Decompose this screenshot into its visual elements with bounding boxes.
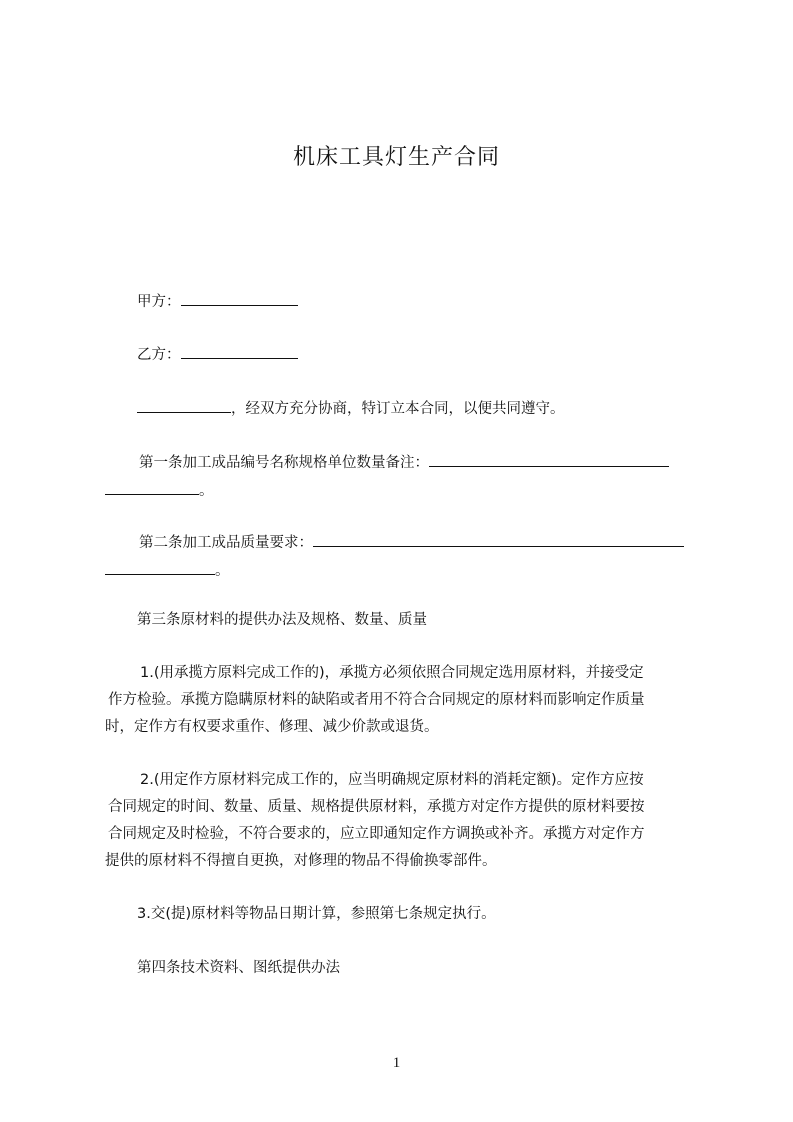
item2-line-4: 提供的原材料不得擅自更换，对修理的物品不得偷换零部件。 [105,853,497,869]
article1-blank-2[interactable] [105,480,199,495]
item2-line-3: 合同规定及时检验，不符合要求的，应立即通知定作方调换或补齐。承揽方对定作方 [108,826,645,842]
article2-line-2 [105,560,230,581]
party-a-line [137,291,298,312]
document-title: 机床工具灯生产合同 [292,145,500,170]
page-number: 1 [392,1055,401,1071]
article2-end: 。 [215,563,230,579]
item1-line-1: 1.(用承揽方原料完成工作的)，承揽方必须依照合同规定选用原材料，并接受定 [140,665,644,681]
article2-blank[interactable] [313,532,684,547]
preamble-line [137,398,565,419]
party-a-label: 甲方： [137,294,181,310]
article1-line [139,452,669,473]
party-b-label: 乙方： [137,347,181,363]
item2-line-2: 合同规定的时间、数量、质量、规格提供原材料，承揽方对定作方提供的原材料要按 [108,799,645,815]
article1-end: 。 [199,483,214,499]
party-b-blank[interactable] [181,344,298,359]
article1-blank[interactable] [429,452,669,467]
preamble-text: ，经双方充分协商，特订立本合同，以便共同遵守。 [231,401,565,417]
article3-heading: 第三条原材料的提供办法及规格、数量、质量 [137,612,427,628]
article4-heading: 第四条技术资料、图纸提供办法 [137,960,340,976]
item3-line: 3.交(提)原材料等物品日期计算，参照第七条规定执行。 [137,906,496,922]
article1-line-2 [105,480,214,501]
article2-label: 第二条加工成品质量要求： [139,535,313,551]
preamble-blank[interactable] [137,398,231,413]
article1-label: 第一条加工成品编号名称规格单位数量备注： [139,455,429,471]
item1-line-2: 作方检验。承揽方隐瞒原材料的缺陷或者用不符合合同规定的原材料而影响定作质量 [108,692,645,708]
article2-blank-2[interactable] [105,560,215,575]
article2-line [139,532,684,553]
item1-line-3: 时，定作方有权要求重作、修理、减少价款或退货。 [105,719,439,735]
party-b-line [137,344,298,365]
item2-line-1: 2.(用定作方原材料完成工作的，应当明确规定原材料的消耗定额)。定作方应按 [140,772,644,788]
party-a-blank[interactable] [181,291,298,306]
